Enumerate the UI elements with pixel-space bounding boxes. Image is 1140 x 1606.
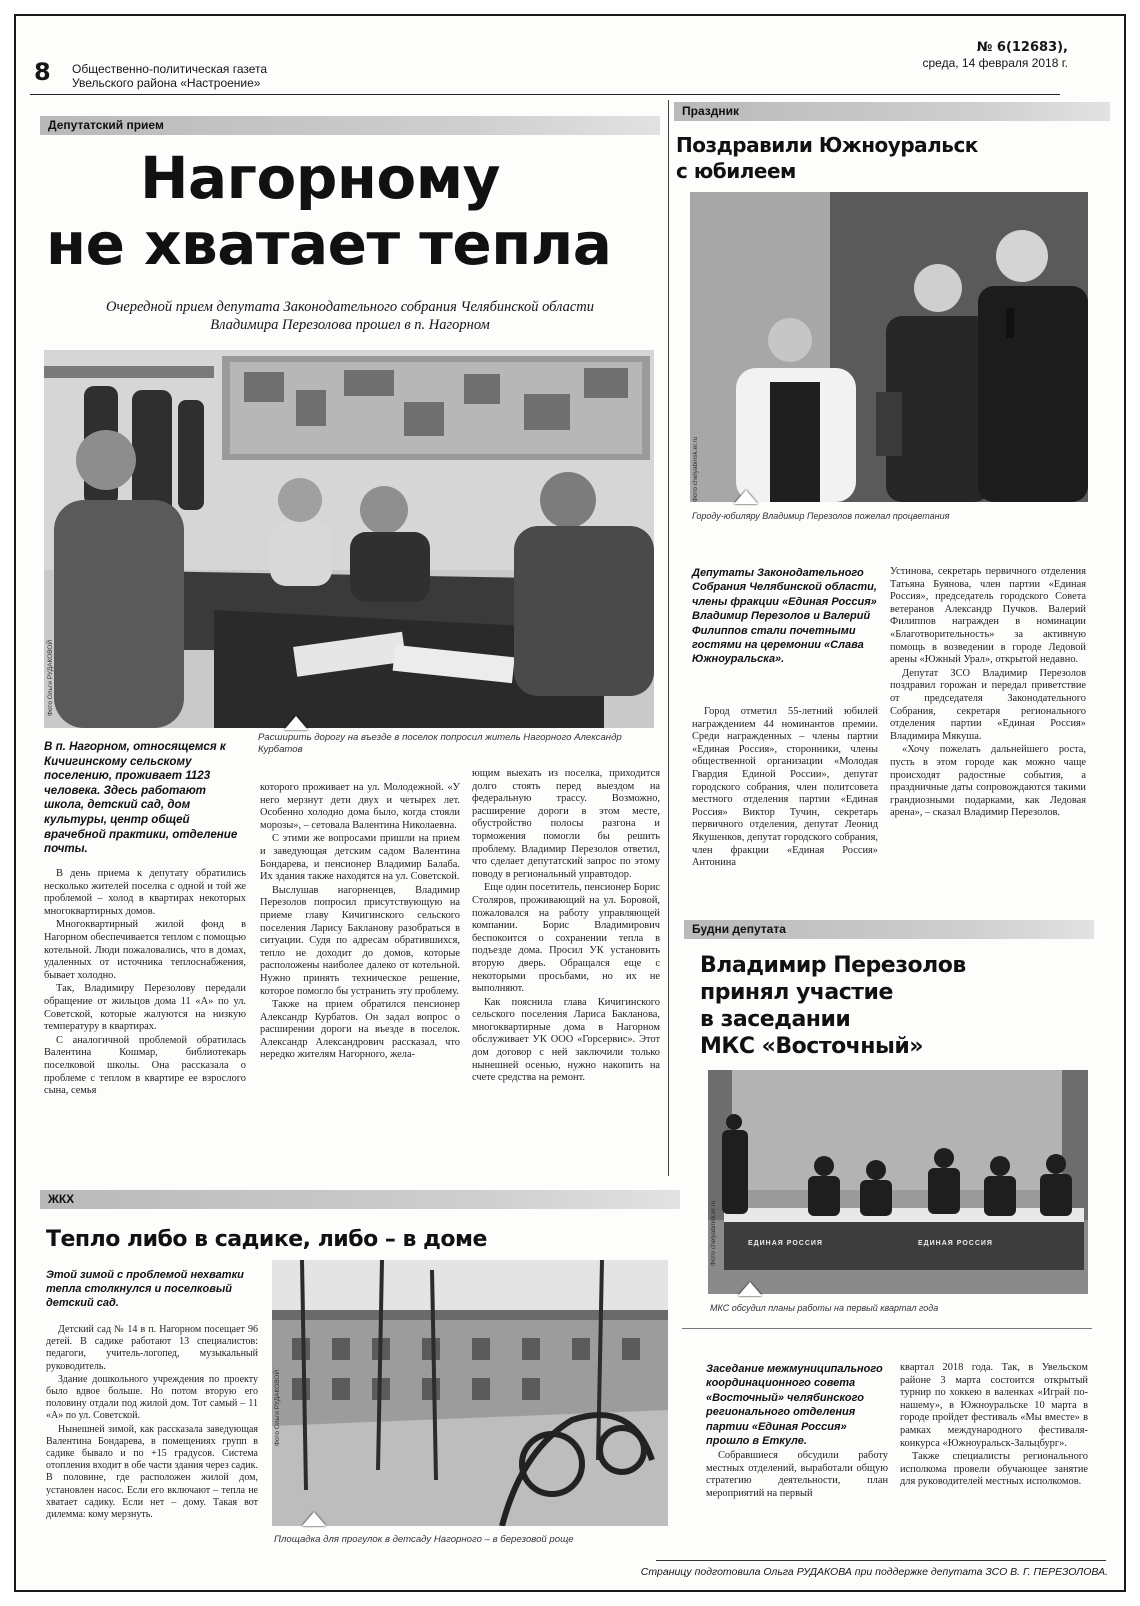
duties-photo	[708, 1070, 1088, 1294]
paper-name-line1: Общественно-политическая газета	[72, 62, 268, 76]
main-photo-caption: Расширить дорогу на въезде в поселок попросил житель Нагорного Александр Курбатов	[258, 732, 622, 755]
duties-photo-caption: МКС обсудил планы работы на первый квартал года	[710, 1303, 939, 1313]
zhkh-photo-credit: Фото Ольги РУДАКОВОЙ	[274, 1369, 281, 1446]
main-lead: В п. Нагорном, относящемся к Кичигинскому сельскому поселению, проживает 1123 человека. Здесь работают школа, детский сад, дом культуры, центр общей врачебной практики, отделение почты.	[44, 740, 238, 856]
holiday-lead: Депутаты Законодательного Собрания Челябинской области, члены фракции «Единая Россия» Владимир Перезолов и Валерий Филиппов стали почетными гостями на церемонии «Слава Южноуральска».	[692, 567, 877, 666]
rubric-deputy-duties: Будни депутата	[684, 920, 1094, 939]
main-photo	[44, 350, 654, 728]
main-subtitle-line1: Очередной прием депутата Законодательного собрания Челябинской области	[105, 299, 595, 315]
issue-number: № 6(12683),	[976, 40, 1068, 55]
zhkh-photo	[272, 1260, 668, 1526]
duties-headline-line1: Владимир Перезолов	[700, 953, 966, 978]
zhkh-headline: Тепло либо в садике, либо – в доме	[46, 1227, 487, 1252]
paper-name-line2: Увельского района «Настроение»	[72, 76, 261, 90]
issue-date: среда, 14 февраля 2018 г.	[922, 56, 1068, 70]
zhkh-photo-caption: Площадка для прогулок в детсаду Нагорного – в березовой роще	[274, 1534, 574, 1545]
paragraph: Многоквартирный жилой фонд в Нагорном обеспечивается теплом с помощью котельной. Люди пожаловались, что в домах, удаленных от источника теплоснабжения, бывает холодно.	[44, 919, 246, 981]
rubric-zhkh: ЖКХ	[40, 1190, 680, 1209]
paragraph: Еще один посетитель, пенсионер Борис Столяров, проживающий на ул. Боровой, пожаловался на работу управляющей компании. Борис Владимирович беспокоится о сохранении тепла в подъезде дома. Просил УК установить вторую дверь. Обращался еще с некоторыми просьбами, но их не выполняют.	[472, 882, 660, 995]
footer-rule	[656, 1560, 1106, 1561]
paragraph: Также на прием обратился пенсионер Александр Курбатов. Он задал вопрос о расширении дороги на въезде в поселок. Александр Александрович рассказал, что нередко жителям Нагорного, жела-	[260, 999, 460, 1061]
page-number: 8	[34, 58, 51, 86]
paragraph: ющим выехать из поселка, приходится долго стоять перед выездом на федеральную трассу. Возможно, расширение дороги в этом месте, обустройство полосы разгона и торможения помогли бы решить проблему. Владимир Перезолов ответил, что сделает депутатский запрос по этому поводу в региональный управтодор.	[472, 768, 660, 880]
paragraph: С этими же вопросами пришли на прием и заведующая детским садом Валентина Бондарева, и пенсионер Владимир Балаба. Их здания также находятся на ул. Советской.	[260, 833, 460, 883]
holiday-photo	[690, 192, 1088, 502]
main-subtitle	[40, 298, 660, 334]
paragraph: Здание дошкольного учреждения по проекту было вдвое больше. Но потом вторую его половину отдали под жилой дом. Тот самый – 11 «А» по ул. Советской.	[46, 1373, 258, 1422]
holiday-headline-line2: с юбилеем	[676, 159, 796, 183]
duties-headline	[700, 952, 966, 1060]
newspaper-page	[14, 14, 1126, 1592]
main-headline-line1: Нагорному	[140, 144, 500, 212]
duties-banner-1: ЕДИНАЯ РОССИЯ	[748, 1240, 823, 1247]
paragraph: Город отметил 55-летний юбилей награждением 44 номинантов премии. Среди награжденных – члены партии «Единая Россия», сторонники, члены общественной организации «Молодая Гвардия Единой России», депутат городского собрания, член политсовета местного отделения партии «Единая Россия» Виктор Тучин, секретарь первичного отделения, депутат Леонид Якушенков, депутат городского собрания, член фракции «Единая Россия» Антонина	[692, 706, 878, 869]
duties-headline-line2: принял участие	[700, 980, 893, 1005]
holiday-column-1	[692, 706, 878, 871]
paragraph: Как пояснила глава Кичигинского сельского поселения Лариса Бакланова, многоквартирные дома в Нагорном обслуживает УК ООО «Горсервис». Этот дом договор с ней заключили только нынешней осенью, нужно накопить на счете средства на ремонт.	[472, 996, 660, 1084]
rubric-holiday: Праздник	[674, 102, 1110, 121]
paragraph: В день приема к депутату обратились несколько жителей поселка с одной и той же проблемой – холод в квартирах некоторых многоквартирных домов.	[44, 868, 246, 917]
holiday-photo-marker	[734, 490, 758, 504]
main-subtitle-line2: Владимира Перезолова прошел в п. Нагорном	[210, 317, 490, 333]
paragraph: квартал 2018 года. Так, в Увельском районе 3 марта состоится открытый турнир по хоккею в валенках «Играй по-нашему», в Южноуральске 10 марта в городе пройдет фестиваль «Мы вместе» в рамках международного фестиваля-конкурса «Южноуральск-Зальцбург».	[900, 1362, 1088, 1449]
paragraph: С аналогичной проблемой обратилась Валентина Кошмар, библиотекарь поселковой школы. Она рассказала о проблеме с теплом в квартире ее взрослого сына, семья	[44, 1034, 246, 1097]
main-column-2	[260, 782, 460, 1063]
paragraph: «Хочу пожелать дальнейшего роста, пусть в этом городе как можно чаще происходят радостные события, а праздничные даты сопровождаются такими грандиозными подарками, как Ледовая арена», – сказал Владимир Перезолов.	[890, 744, 1086, 819]
footer-credit: Страницу подготовила Ольга РУДАКОВА при поддержке депутата ЗСО В. Г. ПЕРЕЗОЛОВА.	[640, 1566, 1108, 1578]
duties-headline-line4: МКС «Восточный»	[700, 1034, 924, 1059]
paragraph: Детский сад № 14 в п. Нагорном посещает 96 детей. В садике работают 13 специалистов: педагоги, учитель-логопед, музыкальный руководитель.	[46, 1324, 258, 1372]
column-divider	[668, 100, 669, 1176]
zhkh-lead: Этой зимой с проблемой нехватки тепла столкнулся и поселковый детский сад.	[46, 1269, 244, 1309]
paragraph: Собравшиеся обсудили работу местных отделений, выработали общую стратегию деятельности, план мероприятий на первый	[706, 1450, 888, 1499]
main-column-1	[44, 868, 246, 1099]
paragraph: Так, Владимиру Перезолову передали обращение от жильцов дома 11 «А» по ул. Советской, которые жалуются на низкую температуру в квартирах.	[44, 983, 246, 1033]
paragraph: Устинова, секретарь первичного отделения Татьяна Буянова, член партии «Единая Россия», председатель городского Совета ветеранов Александр Пучков. Валерий Филиппов награжден в номинации «Благотворительность» за активную помощь в возведении в городе Ледовой арены «Южный Урал», открытой недавно.	[890, 566, 1086, 666]
paragraph: Выслушав нагорненцев, Владимир Перезолов попросил присутствующую на приеме главу Кичигинского сельского поселения Ларису Бакланову разобраться в ситуации. Судя по адресам обратившихся, тепло не доходит до домов, которые расположены наиболее далеко от котельной. Нужно принять техническое решение, которое помогло бы устранить эту проблему.	[260, 884, 460, 997]
holiday-photo-credit: Фото chelyabinsk.er.ru	[692, 436, 699, 502]
paragraph: Депутат ЗСО Владимир Перезолов поздравил горожан и передал приветствие от председателя Законодательного Собрания, секретаря регионального отделения партии «Единая Россия» Владимира Мякуша.	[890, 667, 1086, 742]
duties-column-1	[706, 1450, 888, 1501]
zhkh-body	[46, 1324, 258, 1522]
paragraph: Нынешней зимой, как рассказала заведующая Валентина Бондарева, в помещениях групп в садике бывало и по +15 градусов. Система отопления входит в обе части здания через садик. В половине, где расположен жилой дом, установлен насос. Если его включают – тепла не хватает садику. Если нет – дому. Такая вот дилемма: кому мерзнуть.	[46, 1423, 258, 1521]
rubric-deputy-reception: Депутатский прием	[40, 116, 660, 135]
header-rule	[30, 94, 1060, 95]
paragraph: Также специалисты регионального исполкома провели обучающее занятие для руководителей местных исполкомов.	[900, 1451, 1088, 1488]
holiday-photo-caption: Городу-юбиляру Владимир Перезолов пожелал процветания	[692, 511, 950, 521]
duties-banner-2: ЕДИНАЯ РОССИЯ	[918, 1240, 993, 1247]
paragraph: которого проживает на ул. Молодежной. «У него мерзнут дети двух и четырех лет. Особенно холодно дома было, когда стояли морозы», – сетовала Валентина Николаевна.	[260, 782, 460, 831]
duties-photo-marker	[738, 1282, 762, 1296]
main-photo-credit: Фото Ольги РУДАКОВОЙ	[47, 639, 54, 716]
duties-headline-line3: в заседании	[700, 1007, 851, 1032]
duties-lead: Заседание межмуниципального координационного совета «Восточный» челябинского регионального отделения партии «Единая Россия» прошло в Еткуле.	[706, 1363, 883, 1448]
duties-column-2	[900, 1362, 1088, 1490]
main-photo-marker	[284, 716, 308, 730]
duties-photo-credit: Фото chelyabinsk.er.ru	[710, 1200, 717, 1266]
main-headline-line2: не хватает тепла	[46, 210, 612, 278]
holiday-headline-line1: Поздравили Южноуральск	[676, 133, 978, 157]
zhkh-photo-marker	[302, 1512, 326, 1526]
main-column-3	[472, 768, 660, 1086]
holiday-column-2	[890, 566, 1086, 821]
duties-caption-rule	[682, 1328, 1092, 1329]
